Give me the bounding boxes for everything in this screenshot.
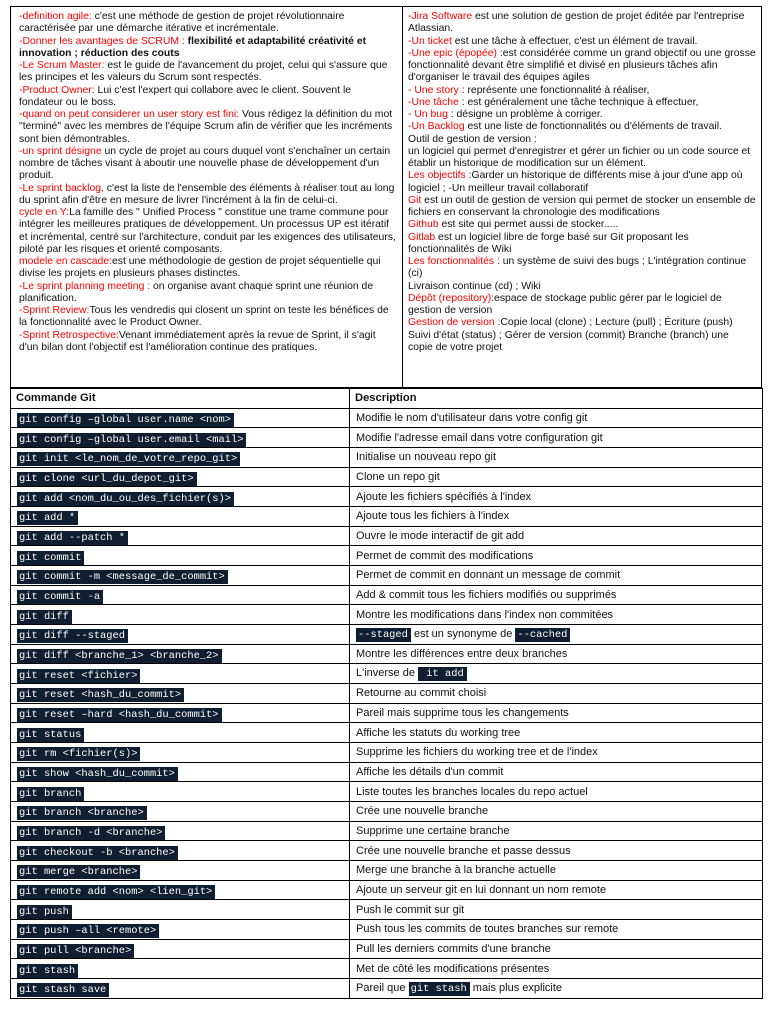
description-cell: Modifie le nom d'utilisateur dans votre config git (350, 408, 763, 428)
command-cell (11, 821, 350, 841)
definition-term: -Sprint Review: (19, 305, 90, 316)
definition-text: : est généralement une tâche technique à effectuer, (458, 96, 699, 108)
command-cell (11, 939, 350, 959)
definition-text: La famille des " Unified Process " constitue une trame commune pour intégrer les meilleures pratiques de développement. Un processus UP est itératif et incrémental, centré sur l'architecture, conduit par les exigences des utilisateurs, piloté par les risques et orienté composants. (19, 207, 396, 255)
git-command: git config –global user.email <mail> (17, 433, 246, 447)
definition-term: Les objectifs (408, 170, 466, 182)
table-row (11, 605, 763, 625)
definition-item (19, 183, 397, 208)
description-cell: Ajoute un serveur git en lui donnant un nom remote (350, 880, 763, 900)
definition-item (19, 109, 397, 146)
description-text: mais plus explicite (469, 981, 563, 994)
definition-item (408, 256, 756, 281)
description-cell: Modifie l'adresse email dans votre configuration git (350, 428, 763, 448)
table-row (11, 467, 763, 487)
definition-term: Gitlab (408, 231, 436, 243)
command-cell (11, 979, 350, 999)
definition-term: -un sprint désigne (19, 145, 102, 157)
description-cell: Montre les modifications dans l'index non commitées (350, 605, 763, 625)
definition-item (408, 36, 756, 48)
command-cell (11, 959, 350, 979)
git-command: git show <hash_du_commit> (17, 767, 178, 781)
command-cell (11, 585, 350, 605)
definition-item (19, 305, 397, 330)
definition-item (408, 195, 756, 220)
table-row (11, 782, 763, 802)
definition-item (19, 60, 397, 85)
definition-term: cycle en Y: (19, 207, 70, 218)
definition-item (19, 146, 397, 183)
command-cell (11, 428, 350, 448)
git-command: git branch <branche> (17, 806, 147, 820)
definition-text: Livraison continue (cd) ; Wiki (408, 280, 541, 292)
definition-term: -Un ticket (408, 35, 452, 47)
definition-item (408, 281, 756, 293)
definition-item (408, 85, 756, 97)
definition-term: -Le sprint planning meeting : (19, 280, 151, 292)
definition-term: -quand on peut considerer un user story est fini: (19, 109, 240, 120)
git-command: git diff --staged (17, 629, 128, 643)
header-description: Description (350, 389, 763, 409)
definition-text: : représente une fonctionnalité à réaliser, (458, 84, 650, 96)
definition-term: Gestion de version : (408, 317, 501, 329)
definition-text: est un outil de gestion de version qui permet de stocker un ensemble de fichiers en conservant la chronologie des modifications (408, 194, 756, 218)
definition-text: :est considérée comme un grand objectif ou une grosse fonctionnalité devant être simplifié et divisé en plusieurs tâches afin d'organiser le travail des équipes agiles (408, 47, 756, 84)
table-row (11, 507, 763, 527)
definition-term: Git (408, 194, 422, 206)
command-cell (11, 507, 350, 527)
definition-term: Github (408, 219, 439, 231)
definition-item (408, 97, 756, 109)
definition-text: est une méthodologie de gestion de projet séquentielle qui divise les projets en plusieurs phases distinctes. (19, 256, 381, 280)
command-cell (11, 408, 350, 428)
definition-text: on organise avant chaque sprint une réunion de planification. (19, 280, 374, 304)
definition-term: -Sprint Retrospective: (19, 329, 119, 341)
header-command: Commande Git (11, 389, 350, 409)
table-row (11, 566, 763, 586)
definition-text: est site qui permet aussi de stocker..... (438, 219, 619, 231)
table-row (11, 821, 763, 841)
description-cell: Push tous les commits de toutes branches sur remote (350, 920, 763, 940)
command-cell (11, 664, 350, 684)
definition-text: est une liste de fonctionnalités ou d'éléments de travail. (464, 121, 722, 133)
command-cell (11, 762, 350, 782)
git-command: git merge <branche> (17, 865, 140, 879)
description-cell: Retourne au commit choisi (350, 684, 763, 704)
inline-code: git stash (409, 982, 470, 996)
description-cell: Crée une nouvelle branche (350, 802, 763, 822)
command-cell (11, 920, 350, 940)
definition-item (19, 256, 397, 281)
definition-text: un système de suivi des bugs ; L'intégration continue (ci) (408, 256, 747, 280)
description-cell: Clone un repo git (350, 467, 763, 487)
description-cell (350, 625, 763, 645)
inline-code: --cached (515, 628, 570, 642)
command-cell (11, 802, 350, 822)
definition-item (408, 146, 756, 171)
command-cell (11, 467, 350, 487)
table-row (11, 526, 763, 546)
definition-item (19, 11, 397, 36)
definitions-left-column (11, 7, 403, 387)
description-text: est un synonyme de (410, 627, 516, 640)
description-text: Pareil que (356, 981, 409, 994)
git-command: git diff (17, 610, 72, 624)
definition-text: flexibilité et adaptabilité créativité et innovation ; réduction des couts (19, 35, 367, 59)
git-command: git remote add <nom> <lien_git> (17, 885, 215, 899)
definition-term: -Une epic (épopée) (408, 47, 497, 59)
definition-term: - Un bug (408, 109, 448, 120)
definitions-right-column (403, 7, 761, 387)
definition-item (408, 11, 756, 36)
description-cell: Add & commit tous les fichiers modifiés ou supprimés (350, 585, 763, 605)
command-cell (11, 841, 350, 861)
command-cell (11, 644, 350, 664)
definition-text: Outil de gestion de version : (408, 133, 537, 145)
definition-term: -Jira Software (408, 11, 473, 22)
definition-item (408, 134, 756, 146)
git-command: git commit -m <message_de_commit> (17, 570, 228, 584)
git-command: git push –all <remote> (17, 924, 159, 938)
command-cell (11, 880, 350, 900)
description-cell: Ajoute les fichiers spécifiés à l'index (350, 487, 763, 507)
definition-text: Tous les vendredis qui closent un sprint on teste les bénéfices de la fonctionnalité avec le Product Owner. (19, 305, 389, 329)
description-cell: Liste toutes les branches locales du repo actuel (350, 782, 763, 802)
definition-item (408, 219, 756, 231)
inline-code: it add (418, 667, 467, 681)
definition-text: c'est une méthode de gestion de projet révolutionnaire caractérisée par une démarche itérative et incrémentale. (19, 11, 345, 35)
description-cell (350, 979, 763, 999)
table-row (11, 408, 763, 428)
description-cell: Supprime les fichiers du working tree et de l'index (350, 743, 763, 763)
git-command: git pull <branche> (17, 944, 134, 958)
definition-item (19, 330, 397, 355)
git-commands-table (10, 388, 763, 999)
definition-text: : désigne un problème à corriger. (447, 109, 603, 120)
definition-text: est une tâche à effectuer, c'est un élément de travail. (451, 35, 698, 47)
description-cell: Supprime une certaine branche (350, 821, 763, 841)
definition-item (19, 281, 397, 306)
table-row (11, 664, 763, 684)
git-command: git stash save (17, 983, 109, 997)
definition-item (408, 232, 756, 257)
table-row (11, 802, 763, 822)
command-cell (11, 546, 350, 566)
description-cell: Affiche les détails d'un commit (350, 762, 763, 782)
definition-term: -Product Owner: (19, 84, 95, 96)
description-cell: Permet de commit des modifications (350, 546, 763, 566)
git-command: git commit (17, 551, 84, 565)
table-row (11, 762, 763, 782)
definition-text: Vous rédigez la définition du mot "terminé" avec les membres de l'équipe Scrum afin de vérifier que les incréments sont bien démontrables. (19, 109, 393, 145)
description-cell: Push le commit sur git (350, 900, 763, 920)
table-row (11, 841, 763, 861)
table-body (11, 408, 763, 998)
definition-item (408, 121, 756, 133)
command-cell (11, 625, 350, 645)
definition-text: un cycle de projet au cours duquel vont s'enchaîner un certain nombre de tâches visant à aboutir une nouvelle phase de développement d'un produit. (19, 145, 391, 182)
definition-item (408, 317, 756, 354)
table-row (11, 644, 763, 664)
table-row (11, 487, 763, 507)
table-row (11, 861, 763, 881)
table-row (11, 723, 763, 743)
definition-term: -Le Scrum Master: (19, 60, 105, 71)
table-row (11, 625, 763, 645)
table-row (11, 743, 763, 763)
command-cell (11, 782, 350, 802)
description-cell: Met de côté les modifications présentes (350, 959, 763, 979)
definition-term: -Une tâche (408, 96, 459, 108)
command-cell (11, 448, 350, 468)
git-command: git branch -d <branche> (17, 826, 165, 840)
description-cell: Affiche les statuts du working tree (350, 723, 763, 743)
git-command: git status (17, 728, 84, 742)
description-cell: Initialise un nouveau repo git (350, 448, 763, 468)
command-cell (11, 526, 350, 546)
description-cell: Permet de commit en donnant un message de commit (350, 566, 763, 586)
definition-term: Les fonctionnalités : (408, 256, 500, 267)
table-row (11, 703, 763, 723)
definition-item (408, 48, 756, 85)
table-row (11, 448, 763, 468)
definition-text: Venant immédiatement après la revue de Sprint, il s'agit d'un bilan dont l'objectif est l'amélioration continue des pratiques. (19, 329, 376, 353)
definition-item (408, 293, 756, 318)
table-header-row (11, 389, 763, 409)
git-command: git add * (17, 511, 78, 525)
definition-item (19, 85, 397, 110)
definition-text: Copie local (clone) ; Lecture (pull) ; Écriture (push) Suivi d'état (status) ; Gérer de version (commit) Branche (branch) une copie de votre projet (408, 317, 733, 353)
table-row (11, 939, 763, 959)
git-command: git stash (17, 964, 78, 978)
table-row (11, 585, 763, 605)
definitions-table (10, 6, 762, 388)
definition-text: c'est la liste de l'ensemble des éléments à réaliser tout au long du sprint afin d'être en mesure de livrer l'incrément à la fin de celui-ci. (19, 182, 395, 206)
git-command: git diff <branche_1> <branche_2> (17, 649, 222, 663)
description-cell: Montre les différences entre deux branches (350, 644, 763, 664)
table-row (11, 684, 763, 704)
definition-text: un logiciel qui permet d'enregistrer et gérer un fichier ou un code source et établir un historique de modification sur un élément. (408, 145, 751, 169)
definition-text: est un logiciel libre de forge basé sur Git proposant les fonctionnalités de Wiki (408, 231, 689, 255)
table-row (11, 959, 763, 979)
command-cell (11, 684, 350, 704)
description-cell: Merge une branche à la branche actuelle (350, 861, 763, 881)
description-cell: Ouvre le mode interactif de git add (350, 526, 763, 546)
command-cell (11, 900, 350, 920)
definition-term: modele en cascade: (19, 256, 112, 267)
description-cell: Ajoute tous les fichiers à l'index (350, 507, 763, 527)
table-row (11, 979, 763, 999)
definition-term: Dépôt (repository): (408, 292, 495, 304)
description-cell: Pareil mais supprime tous les changements (350, 703, 763, 723)
definition-text: espace de stockage public gérer par le logiciel de gestion de version (408, 292, 722, 316)
git-command: git add <nom_du_ou_des_fichier(s)> (17, 492, 234, 506)
table-row (11, 920, 763, 940)
inline-code: --staged (356, 628, 411, 642)
git-command: git config –global user.name <nom> (17, 413, 234, 427)
table-row (11, 900, 763, 920)
table-row (11, 546, 763, 566)
description-cell: Crée une nouvelle branche et passe dessus (350, 841, 763, 861)
command-cell (11, 723, 350, 743)
git-command: git reset <hash_du_commit> (17, 688, 184, 702)
definition-term: -Le sprint backlog, (19, 182, 104, 194)
definition-text: est le guide de l'avancement du projet, celui qui s'assure que les principes et les valeurs du Scrum sont respectés. (19, 60, 388, 84)
git-command: git commit -a (17, 590, 103, 604)
definition-text: est une solution de gestion de projet éditée par l'entreprise Atlassian. (408, 11, 745, 35)
definition-item (408, 170, 756, 195)
command-cell (11, 487, 350, 507)
git-command: git reset <fichier> (17, 669, 140, 683)
git-command: git checkout -b <branche> (17, 846, 178, 860)
definition-item (19, 207, 397, 256)
definition-term: -Donner les avantages de SCRUM : (19, 35, 185, 47)
definition-item (19, 36, 397, 61)
description-cell: Pull les derniers commits d'une branche (350, 939, 763, 959)
definition-text: :Garder un historique de différents mise à jour d'une app où logiciel ; -Un meilleur travail collaboratif (408, 170, 743, 194)
git-command: git push (17, 905, 72, 919)
git-command: git clone <url_du_depot_git> (17, 472, 197, 486)
definition-term: -Un Backlog (408, 121, 465, 133)
git-command: git init <le_nom_de_votre_repo_git> (17, 452, 240, 466)
command-cell (11, 861, 350, 881)
table-row (11, 880, 763, 900)
command-cell (11, 703, 350, 723)
command-cell (11, 605, 350, 625)
command-cell (11, 566, 350, 586)
description-text: L'inverse de (356, 667, 419, 680)
git-command: git add --patch * (17, 531, 128, 545)
git-command: git rm <fichier(s)> (17, 747, 140, 761)
definition-term: - Une story (408, 84, 459, 96)
command-cell (11, 743, 350, 763)
definition-term: -definition agile: (19, 11, 92, 22)
git-command: git reset –hard <hash_du_commit> (17, 708, 222, 722)
table-row (11, 428, 763, 448)
git-command: git branch (17, 787, 84, 801)
definition-text: Lui c'est l'expert qui collabore avec le client. Souvent le fondateur ou le boss. (19, 84, 352, 108)
description-cell (350, 664, 763, 684)
definition-item (408, 109, 756, 121)
